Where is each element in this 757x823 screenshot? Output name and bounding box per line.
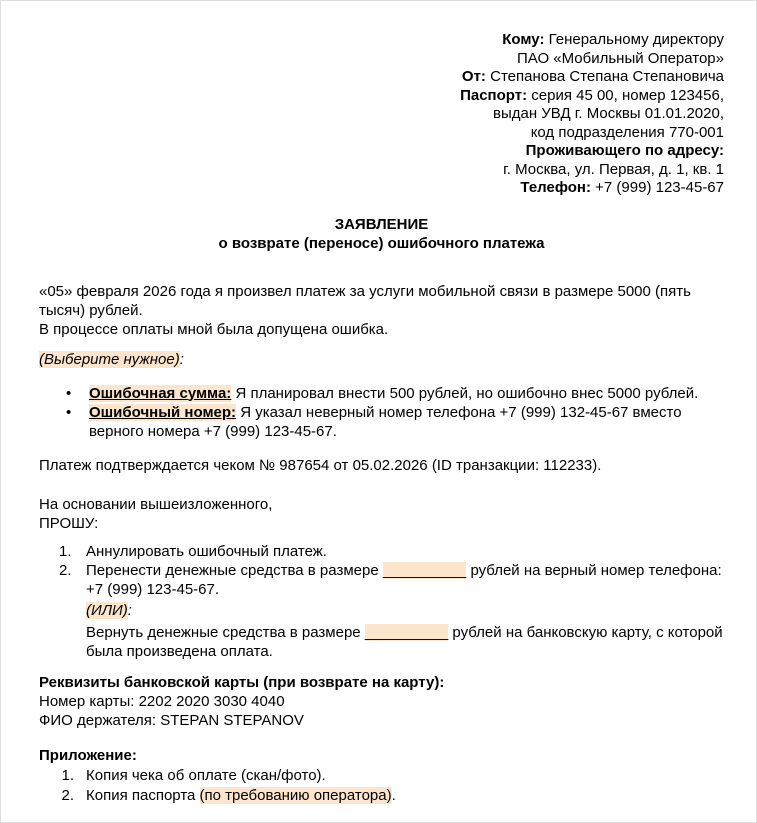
header-passport-line3: код подразделения 770-001 [530,123,724,141]
choose-note-highlight: (Выберите нужное) [39,350,180,368]
card-number-line: Номер карты: 2202 2020 3030 4040 [39,692,285,710]
phone-value: +7 (999) 123-45-67 [590,179,724,196]
choose-note-colon: : [179,350,184,368]
attachment-item-1-text: Копия чека об оплате (скан/фото). [86,766,326,784]
attachment-item-1 [39,766,724,785]
transfer-text-before: Перенести денежные средства в размере [86,561,383,579]
attachments-section [39,746,724,805]
attachment-item-2 [39,786,724,805]
operator-request-highlight: (по требованию оператора) [199,786,392,804]
header-passport-line [39,87,724,106]
to-label: Кому: [502,31,545,48]
request-item-2-text [86,561,724,599]
error-number-label: Ошибочный номер: [89,403,237,421]
basis-paragraph [39,495,724,533]
from-label: От: [461,68,486,85]
title-line1: ЗАЯВЛЕНИЕ [334,215,429,233]
refund-text-after: рублей на банковскую карту, с которой была произведена оплата. [86,623,723,660]
error-sum-text: Я планировал внести 500 рублей, но ошибочно внес 5000 рублей. [231,384,699,402]
receipt-confirmation: Платеж подтверждается чеком № 987654 от 05.02.2026 (ID транзакции: 112233). [39,456,602,474]
header-passport-line2: выдан УВД г. Москвы 01.01.2020, [492,105,724,122]
phone-label: Телефон: [520,179,591,196]
passport-copy-period: . [391,786,396,804]
from-value: Степанова Степана Степановича [485,68,724,85]
card-holder-line: ФИО держателя: STEPAN STEPANOV [39,711,304,729]
basis-line2: ПРОШУ: [39,514,99,532]
header-to-line [39,31,724,50]
attachment-item-2-text [86,786,724,805]
item-number: 1. [59,542,72,560]
item-number: 1. [61,766,74,784]
request-item-1 [39,542,724,561]
error-number-item [89,403,724,441]
or-note-colon: : [127,601,132,619]
amount-blank-field: __________ [382,561,467,579]
error-number-text: Я указал неверный номер телефона +7 (999) 132-45-67 вместо верного номера +7 (999) 123-45-67. [89,403,682,440]
card-details-title: Реквизиты банковской карты (при возврате на карту): [39,673,445,691]
basis-line1: На основании вышеизложенного, [39,495,273,513]
item-number: 2. [61,786,74,804]
or-note [86,601,724,620]
request-item-2 [39,561,724,599]
passport-copy-text: Копия паспорта [86,786,200,804]
to-value: Генеральному директору [544,31,724,48]
header-org-line: ПАО «Мобильный Оператор» [516,49,724,67]
letter-header [39,31,724,198]
refund-text-before: Вернуть денежные средства в размере [86,623,365,641]
error-options-list [39,384,724,441]
item-number: 2. [59,561,72,579]
list-item [39,403,724,441]
header-from-line [39,68,724,87]
request-item-1-text: Аннулировать ошибочный платеж. [86,542,327,560]
attachments-title: Приложение: [39,746,137,764]
request-list [39,542,724,661]
bullet-icon: • [66,384,72,402]
amount-blank-field: __________ [364,623,449,641]
intro-line2: В процессе оплаты мной была допущена ошибка. [39,320,389,338]
choose-note [39,350,724,369]
refund-alternative [86,623,724,661]
bullet-icon: • [66,403,72,421]
passport-label: Паспорт: [460,86,528,104]
intro-line1: «05» февраля 2026 года я произвел платеж за услуги мобильной связи в размере 5000 (пять тысяч) рублей. [39,282,691,319]
header-phone-line [39,179,724,198]
title-line2: о возврате (переносе) ошибочного платежа [218,234,545,252]
bank-card-details [39,673,724,730]
header-address-value: г. Москва, ул. Первая, д. 1, кв. 1 [503,160,724,178]
intro-paragraph [39,282,724,339]
or-note-highlight: (ИЛИ) [86,601,128,619]
document-title [39,215,724,253]
error-sum-label: Ошибочная сумма: [89,384,232,402]
passport-value: серия 45 00, номер 123456, [527,86,724,104]
list-item [39,384,724,403]
error-sum-item [89,384,724,403]
header-address-label: Проживающего по адресу: [525,142,724,159]
transfer-text-after: рублей на верный номер телефона: +7 (999) 123-45-67. [86,561,722,598]
